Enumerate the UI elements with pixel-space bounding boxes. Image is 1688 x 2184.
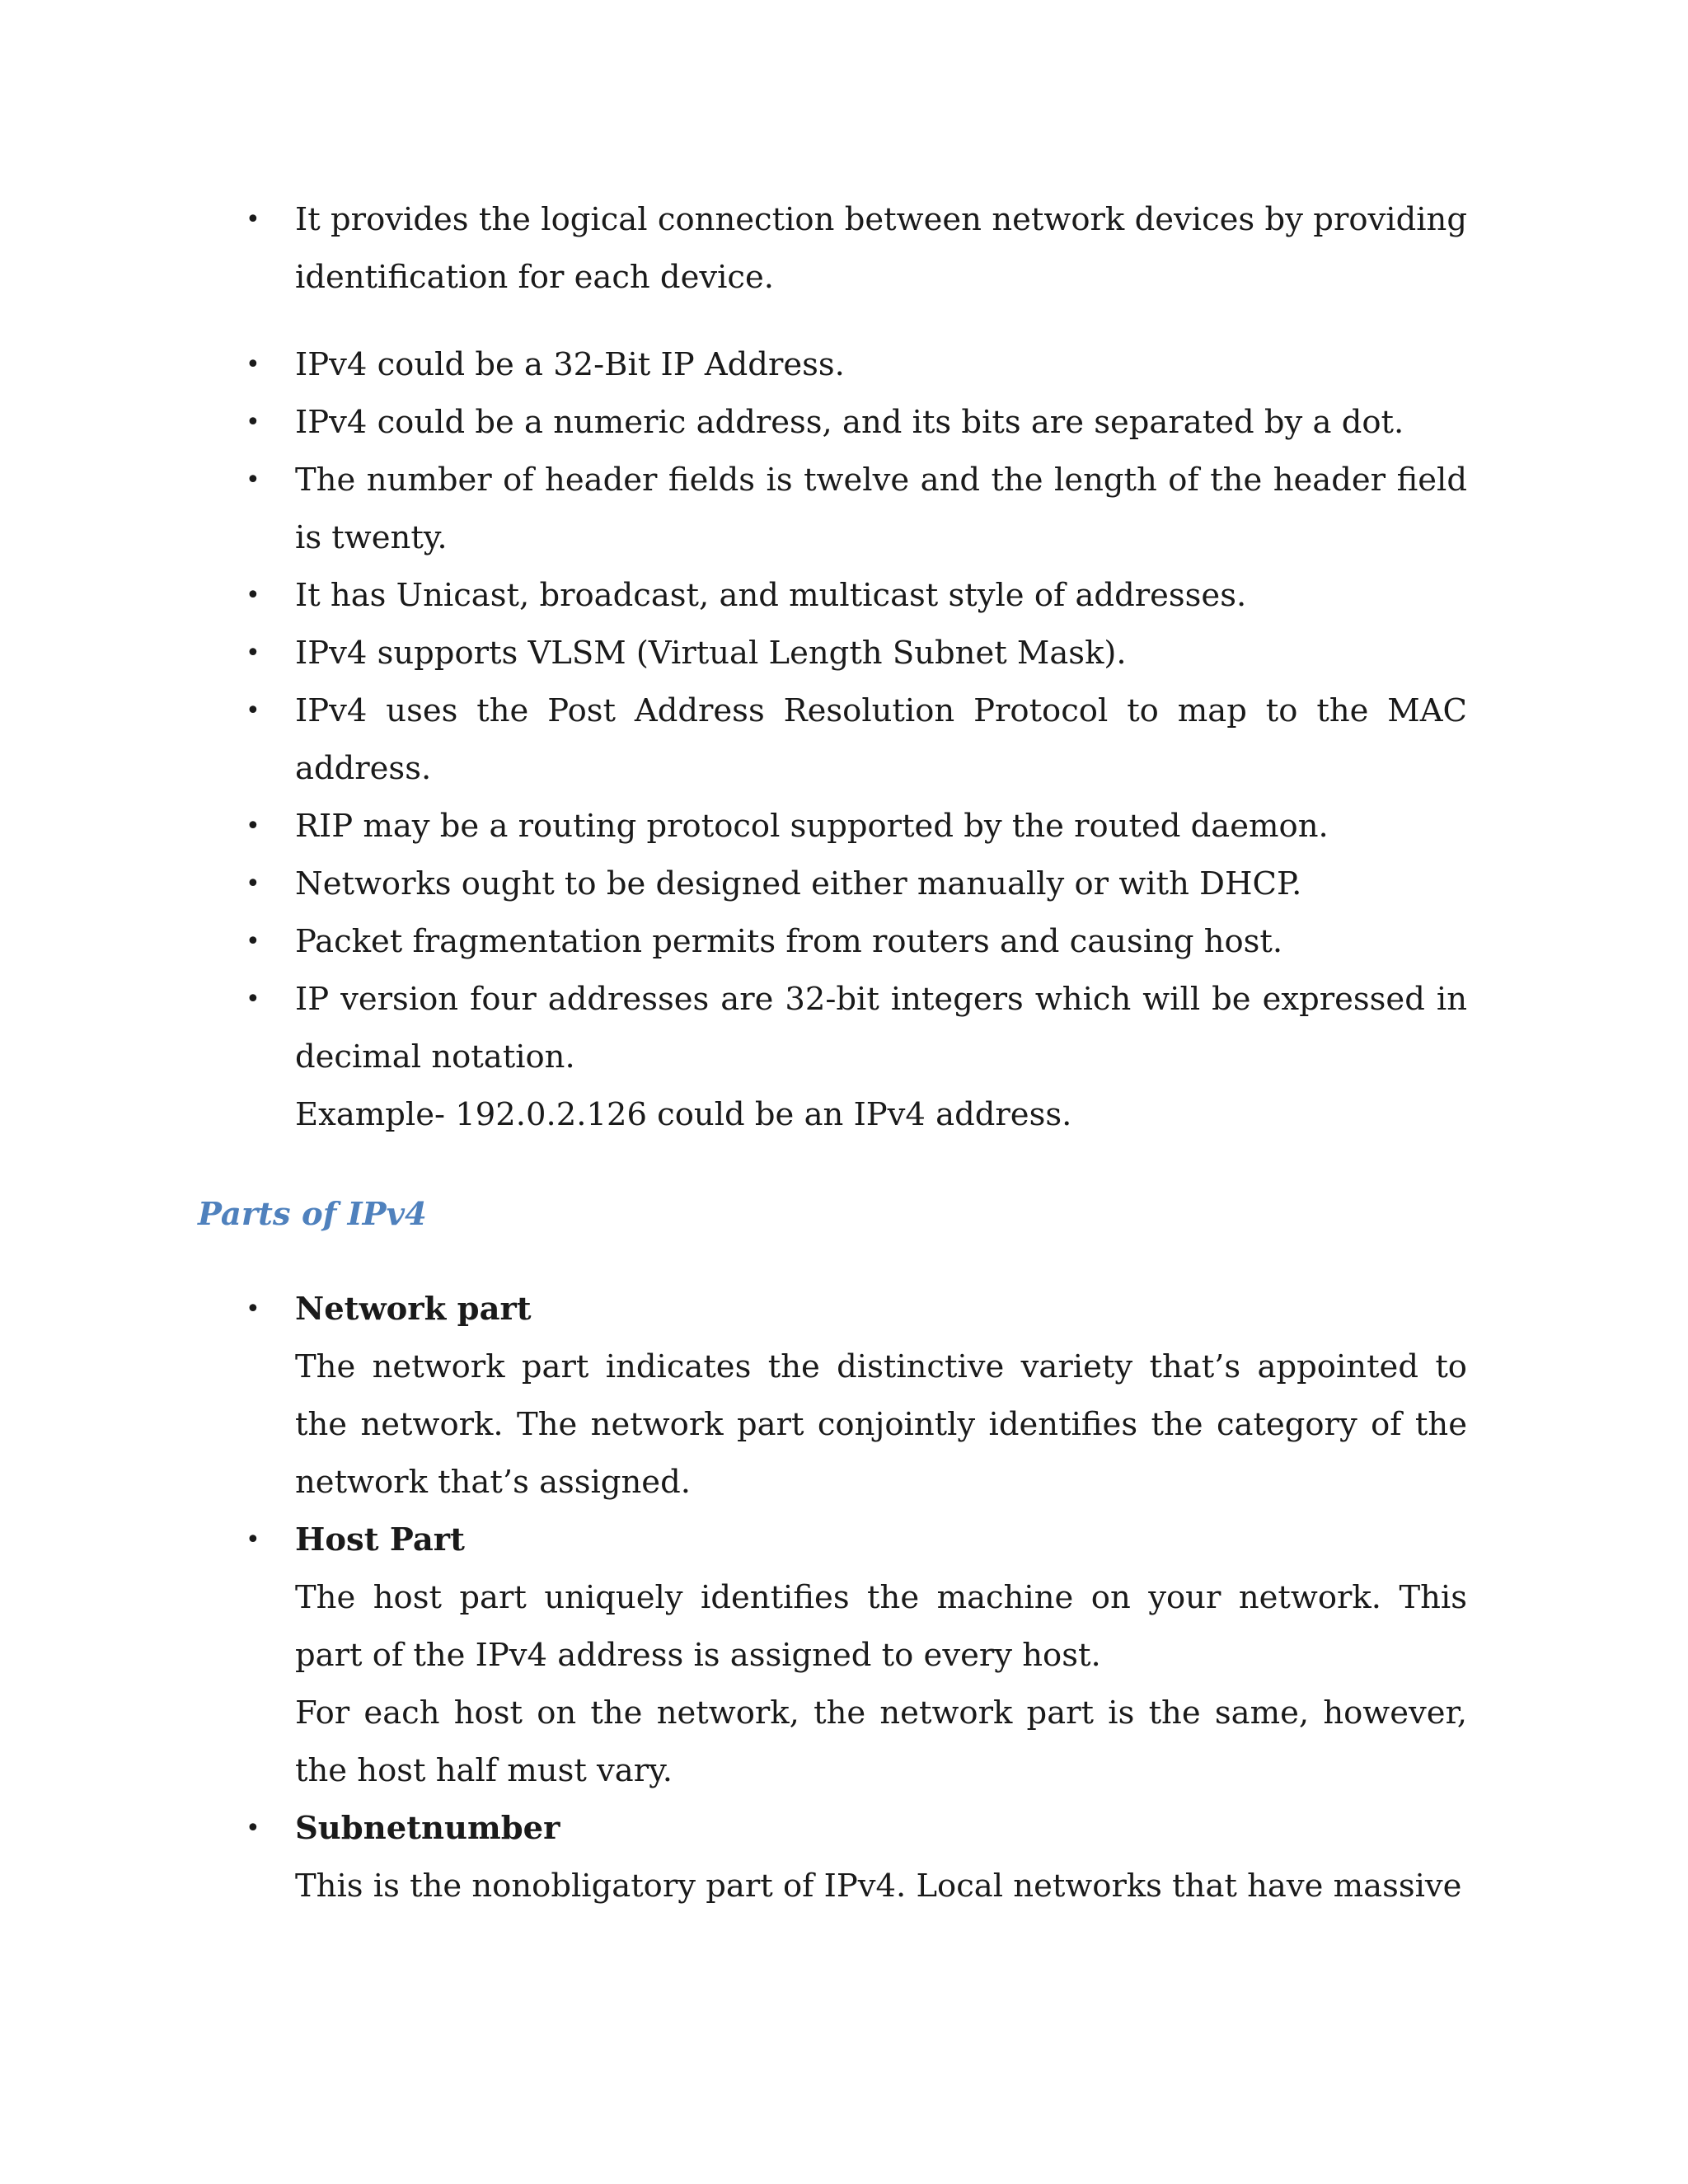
bullet-icon: •	[246, 639, 260, 668]
list-item-text: Networks ought to be designed either manually or with DHCP.	[295, 865, 1302, 902]
part-item-host	[246, 1511, 1467, 1800]
list-item-text: The number of header fields is twelve and the length of the header field is twenty.	[295, 462, 1467, 556]
list-item-text: Packet fragmentation permits from routers and causing host.	[295, 923, 1283, 960]
bullet-icon: •	[246, 812, 260, 841]
list-item	[246, 394, 1467, 452]
list-item-text: IPv4 could be a 32-Bit IP Address.	[295, 346, 845, 383]
part-item-subnet	[246, 1800, 1467, 1915]
part-paragraph: The network part indicates the distinctive variety that’s appointed to the network. The network part conjointly identifies the category of the network that’s assigned.	[295, 1348, 1467, 1501]
list-item-text: IPv4 supports VLSM (Virtual Length Subnet Mask).	[295, 635, 1127, 672]
bullet-icon: •	[246, 927, 260, 956]
bullet-icon: •	[246, 696, 260, 725]
part-title: Network part	[295, 1291, 532, 1328]
section-heading: Parts of IPv4	[198, 1196, 427, 1233]
ipv4-features-list	[246, 191, 1467, 1144]
list-item-text: RIP may be a routing protocol supported by the routed daemon.	[295, 808, 1329, 845]
bullet-icon: •	[246, 581, 260, 610]
part-paragraph: The host part uniquely identifies the machine on your network. This part of the IPv4 address is assigned to every host.	[295, 1579, 1467, 1674]
list-item	[246, 567, 1467, 625]
list-item-text: It provides the logical connection between network devices by providing identification for each device.	[295, 201, 1467, 296]
list-item-text: It has Unicast, broadcast, and multicast style of addresses.	[295, 577, 1247, 614]
part-title: Host Part	[295, 1521, 465, 1558]
bullet-icon: •	[246, 408, 260, 437]
list-item	[246, 855, 1467, 913]
part-title: Subnetnumber	[295, 1810, 560, 1847]
ipv4-parts-list	[246, 1281, 1467, 1915]
bullet-icon: •	[246, 985, 260, 1014]
list-item	[246, 191, 1467, 307]
bullet-icon: •	[246, 350, 260, 379]
bullet-icon: •	[246, 1814, 260, 1843]
list-item	[246, 682, 1467, 798]
bullet-icon: •	[246, 869, 260, 898]
list-item	[246, 913, 1467, 971]
list-item	[246, 336, 1467, 394]
list-item	[246, 971, 1467, 1144]
bullet-icon: •	[246, 1526, 260, 1554]
bullet-icon: •	[246, 466, 260, 494]
list-item	[246, 798, 1467, 855]
example-line: Example- 192.0.2.126 could be an IPv4 address.	[295, 1096, 1072, 1133]
list-item-text: IPv4 could be a numeric address, and its bits are separated by a dot.	[295, 404, 1404, 441]
list-item	[246, 452, 1467, 567]
part-item-network	[246, 1281, 1467, 1511]
bullet-icon: •	[246, 205, 260, 234]
list-item-text: IP version four addresses are 32-bit integers which will be expressed in decimal notation.	[295, 981, 1467, 1076]
bullet-icon: •	[246, 1295, 260, 1324]
list-item	[246, 625, 1467, 682]
list-item-text: IPv4 uses the Post Address Resolution Protocol to map to the MAC address.	[295, 692, 1467, 787]
part-paragraph: This is the nonobligatory part of IPv4. Local networks that have massive	[295, 1868, 1462, 1905]
part-paragraph: For each host on the network, the network part is the same, however, the host half must vary.	[295, 1694, 1467, 1789]
